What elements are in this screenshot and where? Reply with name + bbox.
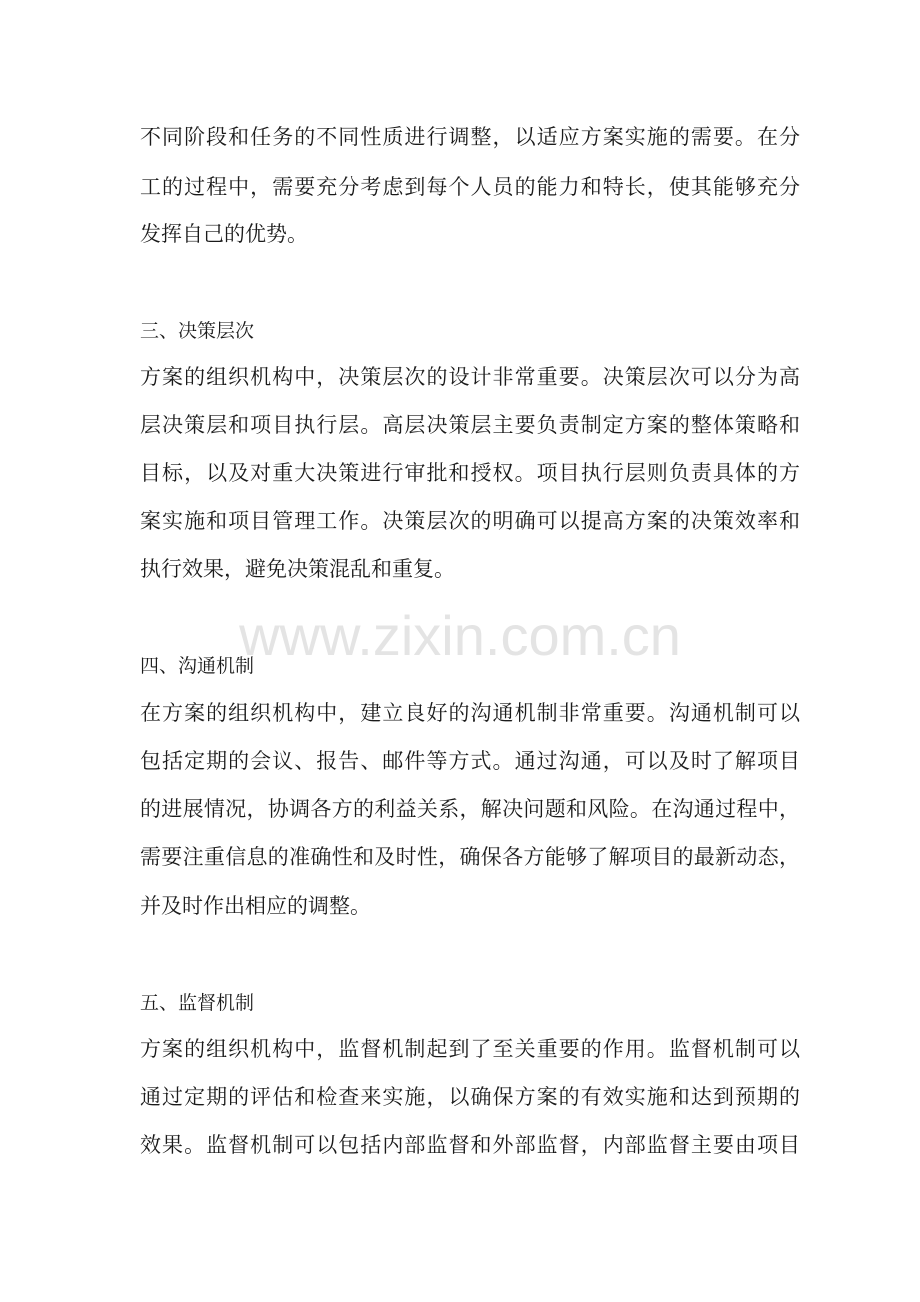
paragraph-line: 需要注重信息的准确性和及时性，确保各方能够了解项目的最新动态， xyxy=(140,845,800,869)
paragraph-line: 方案的组织机构中，决策层次的设计非常重要。决策层次可以分为高 xyxy=(140,365,800,389)
section-heading: 五、监督机制 xyxy=(140,992,255,1014)
paragraph-line: 案实施和项目管理工作。决策层次的明确可以提高方案的决策效率和 xyxy=(140,509,800,533)
paragraph-line: 发挥自己的优势。 xyxy=(140,222,308,246)
paragraph-line: 的进展情况，协调各方的利益关系，解决问题和风险。在沟通过程中， xyxy=(140,797,800,821)
paragraph-line: 包括定期的会议、报告、邮件等方式。通过沟通，可以及时了解项目 xyxy=(140,749,800,773)
paragraph-line: 目标，以及对重大决策进行审批和授权。项目执行层则负责具体的方 xyxy=(140,461,800,485)
section-heading: 四、沟通机制 xyxy=(140,655,255,677)
paragraph-line: 在方案的组织机构中，建立良好的沟通机制非常重要。沟通机制可以 xyxy=(140,701,800,725)
paragraph-line: 并及时作出相应的调整。 xyxy=(140,894,371,918)
paragraph-line: 执行效果，避免决策混乱和重复。 xyxy=(140,557,455,581)
paragraph-line: 不同阶段和任务的不同性质进行调整，以适应方案实施的需要。在分 xyxy=(140,125,800,149)
paragraph-line: 效果。监督机制可以包括内部监督和外部监督，内部监督主要由项目 xyxy=(140,1133,800,1157)
paragraph-line: 层决策层和项目执行层。高层决策层主要负责制定方案的整体策略和 xyxy=(140,413,800,437)
section-heading: 三、决策层次 xyxy=(140,320,255,342)
paragraph-line: 方案的组织机构中，监督机制起到了至关重要的作用。监督机制可以 xyxy=(140,1037,800,1061)
watermark-text: www.zixin.com.cn xyxy=(239,604,681,667)
paragraph-line: 工的过程中，需要充分考虑到每个人员的能力和特长，使其能够充分 xyxy=(140,175,800,199)
paragraph-line: 通过定期的评估和检查来实施，以确保方案的有效实施和达到预期的 xyxy=(140,1085,800,1109)
